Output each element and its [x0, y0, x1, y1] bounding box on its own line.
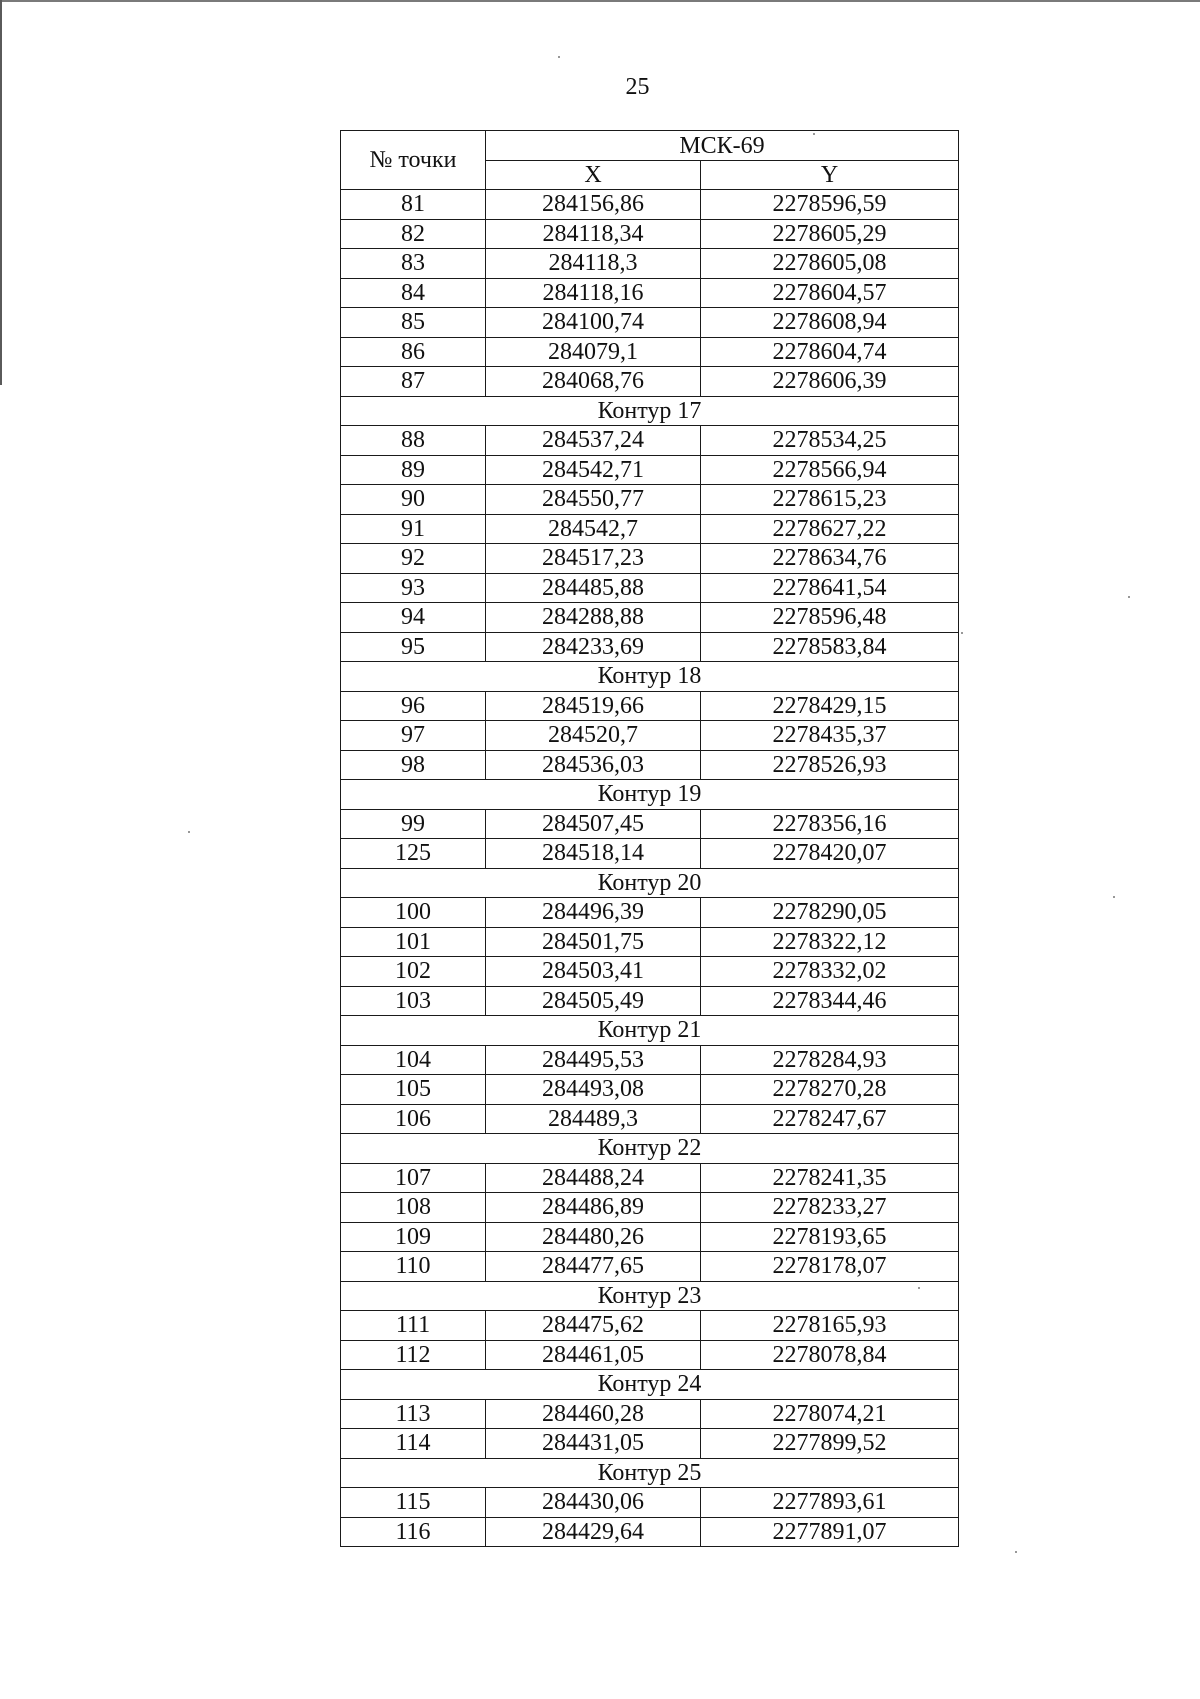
y-coordinate-cell: 2278420,07: [701, 839, 959, 869]
y-coordinate-cell: 2278634,76: [701, 544, 959, 574]
point-number-cell: 86: [341, 337, 486, 367]
x-coordinate-cell: 284486,89: [486, 1193, 701, 1223]
table-row: [341, 337, 959, 367]
table-row: [341, 957, 959, 987]
point-number-cell: 89: [341, 455, 486, 485]
x-coordinate-cell: 284118,3: [486, 249, 701, 279]
y-coordinate-cell: 2278322,12: [701, 927, 959, 957]
contour-label: Контур 23: [341, 1281, 959, 1311]
y-coordinate-cell: 2278078,84: [701, 1340, 959, 1370]
y-coordinate-cell: 2278583,84: [701, 632, 959, 662]
y-coordinate-cell: 2278627,22: [701, 514, 959, 544]
x-coordinate-cell: 284475,62: [486, 1311, 701, 1341]
table-row: [341, 1163, 959, 1193]
y-coordinate-cell: 2277891,07: [701, 1517, 959, 1547]
x-coordinate-cell: 284480,26: [486, 1222, 701, 1252]
point-number-cell: 91: [341, 514, 486, 544]
x-coordinate-cell: 284461,05: [486, 1340, 701, 1370]
y-coordinate-cell: 2278605,08: [701, 249, 959, 279]
y-coordinate-cell: 2278344,46: [701, 986, 959, 1016]
x-coordinate-cell: 284520,7: [486, 721, 701, 751]
point-number-cell: 83: [341, 249, 486, 279]
point-number-cell: 115: [341, 1488, 486, 1518]
y-coordinate-cell: 2278604,74: [701, 337, 959, 367]
table-row: [341, 1429, 959, 1459]
table-row: [341, 603, 959, 633]
table-row: [341, 514, 959, 544]
y-coordinate-cell: 2278270,28: [701, 1075, 959, 1105]
scan-speck: [188, 831, 190, 833]
x-coordinate-cell: 284079,1: [486, 337, 701, 367]
x-coordinate-cell: 284542,71: [486, 455, 701, 485]
contour-row: [341, 1370, 959, 1400]
point-number-cell: 93: [341, 573, 486, 603]
table-row: [341, 1399, 959, 1429]
table-row: [341, 1045, 959, 1075]
x-coordinate-cell: 284495,53: [486, 1045, 701, 1075]
point-number-cell: 110: [341, 1252, 486, 1282]
table-row: [341, 750, 959, 780]
table-row: [341, 986, 959, 1016]
table-row: [341, 1104, 959, 1134]
x-coordinate-cell: 284100,74: [486, 308, 701, 338]
point-number-cell: 100: [341, 898, 486, 928]
x-coordinate-cell: 284550,77: [486, 485, 701, 515]
table-row: [341, 308, 959, 338]
table-row: [341, 839, 959, 869]
x-coordinate-cell: 284118,16: [486, 278, 701, 308]
x-coordinate-cell: 284118,34: [486, 219, 701, 249]
point-number-cell: 87: [341, 367, 486, 397]
scan-speck: [558, 56, 560, 58]
point-number-cell: 105: [341, 1075, 486, 1105]
table-row: [341, 1340, 959, 1370]
y-coordinate-cell: 2277899,52: [701, 1429, 959, 1459]
y-coordinate-cell: 2278165,93: [701, 1311, 959, 1341]
table-row: [341, 721, 959, 751]
x-coordinate-cell: 284496,39: [486, 898, 701, 928]
x-coordinate-cell: 284507,45: [486, 809, 701, 839]
x-coordinate-cell: 284429,64: [486, 1517, 701, 1547]
table-row: [341, 1311, 959, 1341]
table-row: [341, 898, 959, 928]
scan-speck: [1015, 1551, 1017, 1553]
y-coordinate-cell: 2278429,15: [701, 691, 959, 721]
contour-row: [341, 1281, 959, 1311]
table-row: [341, 691, 959, 721]
point-number-cell: 85: [341, 308, 486, 338]
table-row: [341, 1517, 959, 1547]
x-coordinate-cell: 284489,3: [486, 1104, 701, 1134]
y-coordinate-cell: 2278332,02: [701, 957, 959, 987]
contour-label: Контур 19: [341, 780, 959, 810]
scan-speck: [813, 133, 815, 135]
y-coordinate-cell: 2278596,48: [701, 603, 959, 633]
x-coordinate-cell: 284517,23: [486, 544, 701, 574]
x-coordinate-cell: 284503,41: [486, 957, 701, 987]
y-coordinate-cell: 2278641,54: [701, 573, 959, 603]
scan-speck: [1128, 596, 1130, 598]
y-coordinate-cell: 2278608,94: [701, 308, 959, 338]
point-number-cell: 92: [341, 544, 486, 574]
table-row: [341, 632, 959, 662]
y-coordinate-cell: 2278615,23: [701, 485, 959, 515]
point-number-cell: 94: [341, 603, 486, 633]
point-number-cell: 125: [341, 839, 486, 869]
table-row: [341, 249, 959, 279]
contour-row: [341, 662, 959, 692]
table-row: [341, 1222, 959, 1252]
header-y: Y: [701, 161, 959, 190]
header-point-number: № точки: [341, 131, 486, 190]
x-coordinate-cell: 284488,24: [486, 1163, 701, 1193]
y-coordinate-cell: 2278193,65: [701, 1222, 959, 1252]
table-row: [341, 573, 959, 603]
x-coordinate-cell: 284519,66: [486, 691, 701, 721]
y-coordinate-cell: 2278290,05: [701, 898, 959, 928]
point-number-cell: 111: [341, 1311, 486, 1341]
table-row: [341, 1252, 959, 1282]
x-coordinate-cell: 284156,86: [486, 190, 701, 220]
x-coordinate-cell: 284431,05: [486, 1429, 701, 1459]
y-coordinate-cell: 2278534,25: [701, 426, 959, 456]
y-coordinate-cell: 2278596,59: [701, 190, 959, 220]
y-coordinate-cell: 2278247,67: [701, 1104, 959, 1134]
contour-row: [341, 780, 959, 810]
point-number-cell: 96: [341, 691, 486, 721]
table-row: [341, 485, 959, 515]
page-number: 25: [625, 74, 650, 100]
table-row: [341, 927, 959, 957]
point-number-cell: 106: [341, 1104, 486, 1134]
point-number-cell: 90: [341, 485, 486, 515]
x-coordinate-cell: 284068,76: [486, 367, 701, 397]
contour-row: [341, 396, 959, 426]
x-coordinate-cell: 284493,08: [486, 1075, 701, 1105]
table-row: [341, 1075, 959, 1105]
x-coordinate-cell: 284536,03: [486, 750, 701, 780]
contour-label: Контур 25: [341, 1458, 959, 1488]
point-number-cell: 88: [341, 426, 486, 456]
table-row: [341, 219, 959, 249]
y-coordinate-cell: 2278604,57: [701, 278, 959, 308]
scan-edge-top: [0, 0, 1200, 2]
y-coordinate-cell: 2278178,07: [701, 1252, 959, 1282]
table-row: [341, 544, 959, 574]
table-row: [341, 809, 959, 839]
scan-speck: [1113, 896, 1115, 898]
point-number-cell: 99: [341, 809, 486, 839]
y-coordinate-cell: 2278566,94: [701, 455, 959, 485]
y-coordinate-cell: 2278606,39: [701, 367, 959, 397]
contour-row: [341, 868, 959, 898]
y-coordinate-cell: 2278233,27: [701, 1193, 959, 1223]
x-coordinate-cell: 284542,7: [486, 514, 701, 544]
contour-row: [341, 1016, 959, 1046]
point-number-cell: 102: [341, 957, 486, 987]
table-row: [341, 278, 959, 308]
scan-speck: [918, 1287, 920, 1289]
x-coordinate-cell: 284505,49: [486, 986, 701, 1016]
x-coordinate-cell: 284537,24: [486, 426, 701, 456]
x-coordinate-cell: 284485,88: [486, 573, 701, 603]
point-number-cell: 104: [341, 1045, 486, 1075]
point-number-cell: 113: [341, 1399, 486, 1429]
coordinates-table: [340, 130, 959, 1547]
table-row: [341, 426, 959, 456]
y-coordinate-cell: 2278435,37: [701, 721, 959, 751]
x-coordinate-cell: 284501,75: [486, 927, 701, 957]
x-coordinate-cell: 284518,14: [486, 839, 701, 869]
point-number-cell: 109: [341, 1222, 486, 1252]
table-header-row: [341, 131, 959, 161]
header-coordinate-system: МСК-69: [486, 131, 959, 161]
point-number-cell: 114: [341, 1429, 486, 1459]
point-number-cell: 81: [341, 190, 486, 220]
table-body: [341, 190, 959, 1547]
y-coordinate-cell: 2278605,29: [701, 219, 959, 249]
y-coordinate-cell: 2278074,21: [701, 1399, 959, 1429]
contour-label: Контур 21: [341, 1016, 959, 1046]
table-row: [341, 190, 959, 220]
y-coordinate-cell: 2278526,93: [701, 750, 959, 780]
point-number-cell: 108: [341, 1193, 486, 1223]
table-row: [341, 1193, 959, 1223]
scan-edge-left: [0, 0, 2, 385]
y-coordinate-cell: 2277893,61: [701, 1488, 959, 1518]
x-coordinate-cell: 284288,88: [486, 603, 701, 633]
x-coordinate-cell: 284460,28: [486, 1399, 701, 1429]
y-coordinate-cell: 2278284,93: [701, 1045, 959, 1075]
point-number-cell: 103: [341, 986, 486, 1016]
contour-label: Контур 20: [341, 868, 959, 898]
point-number-cell: 95: [341, 632, 486, 662]
point-number-cell: 107: [341, 1163, 486, 1193]
point-number-cell: 112: [341, 1340, 486, 1370]
table-row: [341, 367, 959, 397]
point-number-cell: 98: [341, 750, 486, 780]
scan-speck: [961, 632, 963, 634]
point-number-cell: 97: [341, 721, 486, 751]
y-coordinate-cell: 2278241,35: [701, 1163, 959, 1193]
header-x: X: [486, 161, 701, 190]
x-coordinate-cell: 284477,65: [486, 1252, 701, 1282]
contour-label: Контур 24: [341, 1370, 959, 1400]
point-number-cell: 82: [341, 219, 486, 249]
x-coordinate-cell: 284430,06: [486, 1488, 701, 1518]
table-row: [341, 455, 959, 485]
contour-row: [341, 1134, 959, 1164]
contour-label: Контур 18: [341, 662, 959, 692]
contour-label: Контур 22: [341, 1134, 959, 1164]
point-number-cell: 116: [341, 1517, 486, 1547]
point-number-cell: 84: [341, 278, 486, 308]
point-number-cell: 101: [341, 927, 486, 957]
y-coordinate-cell: 2278356,16: [701, 809, 959, 839]
contour-label: Контур 17: [341, 396, 959, 426]
contour-row: [341, 1458, 959, 1488]
table-row: [341, 1488, 959, 1518]
x-coordinate-cell: 284233,69: [486, 632, 701, 662]
